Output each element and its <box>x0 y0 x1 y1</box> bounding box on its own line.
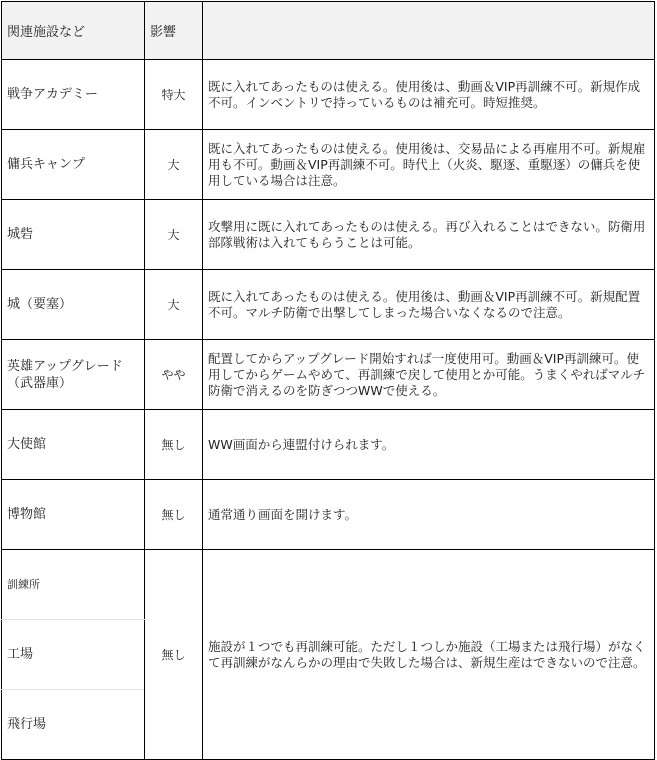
impact-level: 無し <box>145 410 203 480</box>
facility-name: 戦争アカデミー <box>2 60 145 130</box>
facility-name: 英雄アップグレード（武器庫） <box>2 340 145 410</box>
header-note <box>203 2 655 60</box>
impact-level: 大 <box>145 130 203 200</box>
table-row <box>2 130 655 200</box>
header-impact: 影響 <box>145 2 203 60</box>
facility-name: 城砦 <box>2 200 145 270</box>
facility-name: 城（要塞） <box>2 270 145 340</box>
impact-level: 特大 <box>145 60 203 130</box>
table-row <box>2 550 655 620</box>
facility-name: 飛行場 <box>2 690 145 760</box>
header-row <box>2 2 655 60</box>
impact-level: 大 <box>145 200 203 270</box>
facility-impact-table <box>1 1 655 760</box>
impact-note: 施設が１つでも再訓練可能。ただし１つしか施設（工場または飛行場）がなくて再訓練がなんらかの理由で失敗した場合は、新規生産はできないので注意。 <box>203 550 655 760</box>
impact-note: 既に入れてあったものは使える。使用後は、交易品による再雇用不可。新規雇用も不可。動画＆VIP再訓練不可。時代上（火炎、駆逐、重駆逐）の傭兵を使用している場合は注意。 <box>203 130 655 200</box>
impact-level: 無し <box>145 550 203 760</box>
impact-note: 通常通り画面を開けます。 <box>203 480 655 550</box>
header-facility: 関連施設など <box>2 2 145 60</box>
facility-name: 工場 <box>2 620 145 690</box>
impact-level: やや <box>145 340 203 410</box>
impact-level: 無し <box>145 480 203 550</box>
facility-name: 博物館 <box>2 480 145 550</box>
facility-name: 訓練所 <box>2 550 145 620</box>
impact-note: 攻撃用に既に入れてあったものは使える。再び入れることはできない。防衛用部隊戦術は入れてもらうことは可能。 <box>203 200 655 270</box>
table-row <box>2 340 655 410</box>
impact-note: 既に入れてあったものは使える。使用後は、動画＆VIP再訓練不可。新規配置不可。マルチ防衛で出撃してしまった場合いなくなるので注意。 <box>203 270 655 340</box>
impact-level: 大 <box>145 270 203 340</box>
table-row <box>2 270 655 340</box>
impact-note: 配置してからアップグレード開始すれば一度使用可。動画＆VIP再訓練可。使用してからゲームやめて、再訓練で戻して使用とか可能。うまくやればマルチ防衛で消えるのを防ぎつつWWで使える。 <box>203 340 655 410</box>
table-row <box>2 410 655 480</box>
table-row <box>2 200 655 270</box>
impact-note: 既に入れてあったものは使える。使用後は、動画＆VIP再訓練不可。新規作成不可。インベントリで持っているものは補充可。時短推奨。 <box>203 60 655 130</box>
table-row <box>2 60 655 130</box>
table-row <box>2 480 655 550</box>
impact-note: WW画面から連盟付けられます。 <box>203 410 655 480</box>
facility-name: 大使館 <box>2 410 145 480</box>
facility-name: 傭兵キャンプ <box>2 130 145 200</box>
